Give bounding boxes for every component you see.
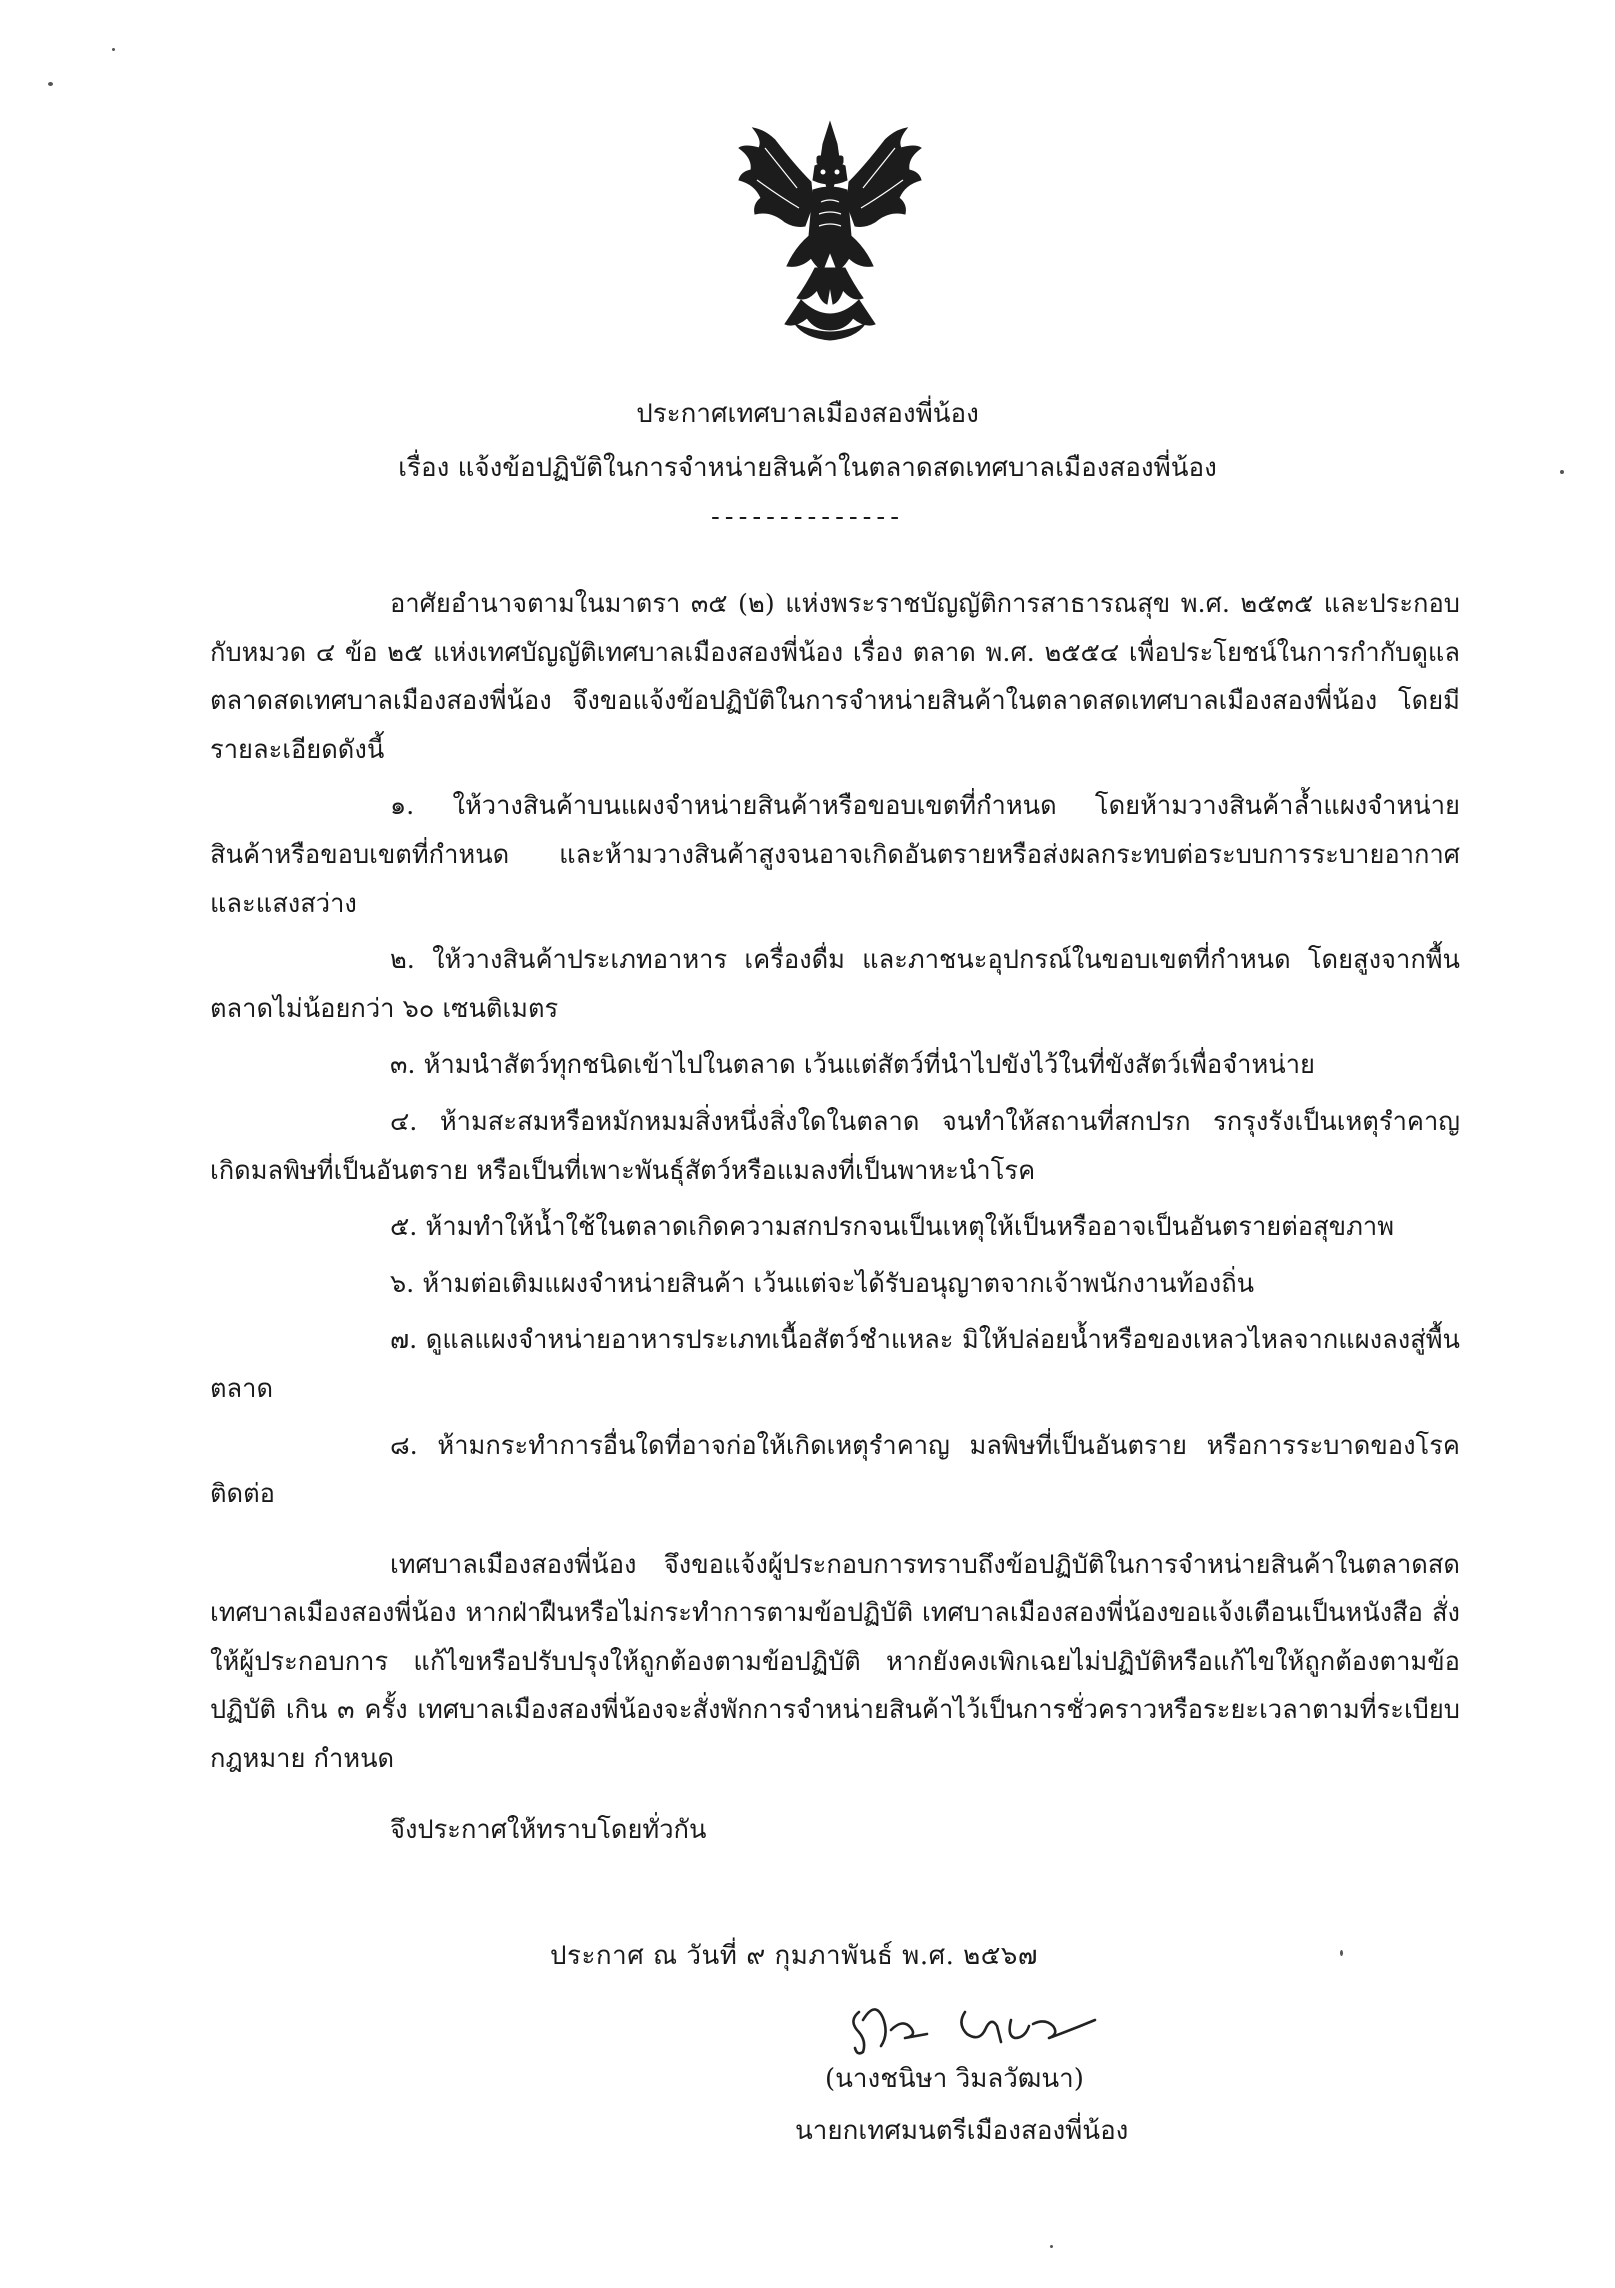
intro-paragraph: อาศัยอำนาจตามในมาตรา ๓๕ (๒) แห่งพระราชบัญญัติการสาธารณสุข พ.ศ. ๒๕๓๕ และประกอบกับหมวด ๔ ข้อ ๒๕ แห่งเทศบัญญัติเทศบาลเมืองสองพี่น้อง เรื่อง ตลาด พ.ศ. ๒๕๕๔ เพื่อประโยชน์ในการกำกับดูแลตลาดสดเทศบาลเมืองสองพี่น้อง จึงขอแจ้งข้อปฏิบัติในการจำหน่ายสินค้าในตลาดสดเทศบาลเมืองสองพี่น้อง โดยมีรายละเอียดดังนี้ [210,589,1460,765]
announcement-date: ประกาศ ณ วันที่ ๙ กุมภาพันธ์ พ.ศ. ๒๕๖๗ [550,1941,1038,1971]
document-body [210,580,1460,1854]
rule-item-1: ๑. ให้วางสินค้าบนแผงจำหน่ายสินค้าหรือขอบเขตที่กำหนด โดยห้ามวางสินค้าล้ำแผงจำหน่ายสินค้าหรือขอบเขตที่กำหนด และห้ามวางสินค้าสูงจนอาจเกิดอันตรายหรือส่งผลกระทบต่อระบบการระบายอากาศ และแสงสว่าง [210,791,1460,919]
scan-speck [112,48,115,51]
rule-item-7: ๗. ดูแลแผงจำหน่ายอาหารประเภทเนื้อสัตว์ชำแหละ มิให้ปล่อยน้ำหรือของเหลวไหลจากแผงลงสู่พื้นตลาด [210,1325,1460,1404]
rule-item-5: ๕. ห้ามทำให้น้ำใช้ในตลาดเกิดความสกปรกจนเป็นเหตุให้เป็นหรืออาจเป็นอันตรายต่อสุขภาพ [390,1212,1395,1243]
document-title: ประกาศเทศบาลเมืองสองพี่น้อง [636,399,979,429]
scan-speck [1340,1950,1343,1956]
signatory-name: (นางชนิษา วิมลวัฒนา) [825,2064,1084,2094]
scan-speck [48,82,53,86]
scan-speck [1560,470,1564,474]
scan-speck [1050,2245,1053,2248]
rule-item-8: ๘. ห้ามกระทำการอื่นใดที่อาจก่อให้เกิดเหตุรำคาญ มลพิษที่เป็นอันตราย หรือการระบาดของโรคติดต่อ [210,1430,1460,1510]
closing-paragraph: เทศบาลเมืองสองพี่น้อง จึงขอแจ้งผู้ประกอบการทราบถึงข้อปฏิบัติในการจำหน่ายสินค้าในตลาดสดเทศบาลเมืองสองพี่น้อง หากฝ่าฝืนหรือไม่กระทำการตามข้อปฏิบัติ เทศบาลเมืองสองพี่น้องขอแจ้งเตือนเป็นหนังสือ สั่งให้ผู้ประกอบการ แก้ไขหรือปรับปรุงให้ถูกต้องตามข้อปฏิบัติ หากยังคงเพิกเฉยไม่ปฏิบัติหรือแก้ไขให้ถูกต้องตามข้อปฏิบัติ เกิน ๓ ครั้ง เทศบาลเมืองสองพี่น้องจะสั่งพักการจำหน่ายสินค้าไว้เป็นการชั่วคราวหรือระยะเวลาตามที่ระเบียบ กฎหมาย กำหนด [210,1549,1460,1775]
title-divider: -------------- [711,502,904,532]
rule-item-6: ๖. ห้ามต่อเติมแผงจำหน่ายสินค้า เว้นแต่จะได้รับอนุญาตจากเจ้าพนักงานท้องถิ่น [390,1268,1255,1299]
document-subject: เรื่อง แจ้งข้อปฏิบัติในการจำหน่ายสินค้าในตลาดสดเทศบาลเมืองสองพี่น้อง [398,453,1217,483]
rule-item-2: ๒. ให้วางสินค้าประเภทอาหาร เครื่องดื่ม และภาชนะอุปกรณ์ในขอบเขตที่กำหนด โดยสูงจากพื้นตลาดไม่น้อยกว่า ๖๐ เซนติเมตร [210,945,1460,1024]
handwritten-signature-icon [845,1990,1125,2060]
rule-item-3: ๓. ห้ามนำสัตว์ทุกชนิดเข้าไปในตลาด เว้นแต่สัตว์ที่นำไปขังไว้ในที่ขังสัตว์เพื่อจำหน่าย [390,1050,1315,1081]
announce-line: จึงประกาศให้ทราบโดยทั่วกัน [390,1814,707,1845]
signatory-position: นายกเทศมนตรีเมืองสองพี่น้อง [795,2116,1129,2146]
rule-item-4: ๔. ห้ามสะสมหรือหมักหมมสิ่งหนึ่งสิ่งใดในตลาด จนทำให้สถานที่สกปรก รกรุงรังเป็นเหตุรำคาญ เกิดมลพิษที่เป็นอันตราย หรือเป็นที่เพาะพันธุ์สัตว์หรือแมลงที่เป็นพาหะนำโรค [210,1106,1460,1186]
garuda-emblem-icon [735,118,925,343]
